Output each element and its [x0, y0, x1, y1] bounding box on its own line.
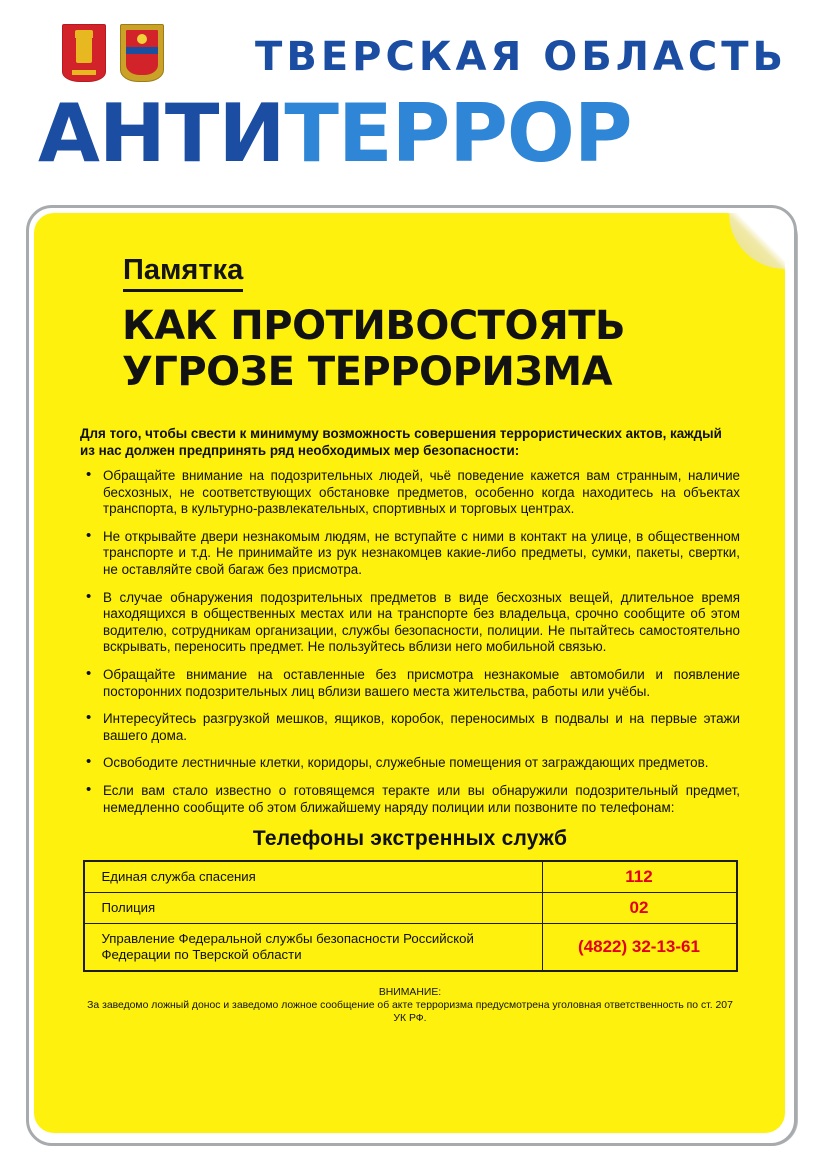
page-fold-corner [729, 213, 785, 269]
brand-title-part-terror: ТЕРРОР [284, 87, 632, 180]
emblem-band [126, 47, 158, 54]
list-item: • Не открывайте двери незнакомым людям, не вступайте с ними в контакт на улице, в общественном транспорте и т.д. Не принимайте из рук незнакомцев какие-либо предметы, сумки, пакеты, свертки, не оставляйте свой багаж без присмотра. [80, 529, 740, 579]
table-row [84, 861, 737, 893]
service-name: Полиция [84, 893, 543, 924]
legal-warning-title: ВНИМАНИЕ: [378, 987, 442, 999]
list-item: • В случае обнаружения подозрительных предметов в виде бесхозных вещей, длительное время находящихся в общественных местах или на транспорте без владельца, срочно сообщите об этом водителю, сотрудникам организации, службы безопасности, полиции. Не пытайтесь самостоятельно вскрывать, переносить предмет. Не пользуйтесь вблизи него мобильной связью. [80, 590, 740, 656]
list-item: • Обращайте внимание на подозрительных людей, чьё поведение кажется вам странным, наличие бесхозных, не соответствующих обстановке предметов, особенно когда находитесь на объектах транспорта, в культурно-развлекательных, спортивных и торговых центрах. [80, 468, 740, 518]
emergency-phones-table [83, 860, 738, 972]
lead-paragraph: Для того, чтобы свести к минимуму возможность совершения террористических актов, каждый из нас должен предпринять ряд необходимых мер безопасности: [80, 426, 722, 458]
service-name: Единая служба спасения [84, 861, 543, 893]
legal-warning-text: За заведомо ложный донос и заведомо ложное сообщение об акте терроризма предусмотрена уголовная ответственность по ст. 207 УК РФ. [87, 1000, 733, 1025]
list-item: • Интересуйтесь разгрузкой мешков, ящиков, коробок, переносимых в подвалы и на первые этажи вашего дома. [80, 711, 740, 744]
memo-content [80, 425, 740, 1025]
service-number: 112 [542, 861, 737, 893]
service-number: (4822) 32-13-61 [542, 924, 737, 972]
page-title-line-2: УГРОЗЕ ТЕРРОРИЗМА [122, 349, 613, 395]
list-item: • Обращайте внимание на оставленные без присмотра незнакомые автомобили и появление посторонних подозрительных лиц вблизи вашего места жительства, работы или учёбы. [80, 667, 740, 700]
service-number: 02 [542, 893, 737, 924]
memo-label: Памятка [123, 254, 243, 292]
poster-header [0, 0, 827, 200]
emblem-star [137, 34, 147, 44]
brand-title [38, 88, 798, 180]
table-row [84, 924, 737, 972]
page-title [122, 303, 762, 395]
list-item: • Если вам стало известно о готовящемся теракте или вы обнаружили подозрительный предмет, немедленно сообщите об этом ближайшему наряду полиции или позвоните по телефонам: [80, 783, 740, 816]
region-title: ТВЕРСКАЯ ОБЛАСТЬ [255, 34, 787, 80]
page-title-line-1: КАК ПРОТИВОСТОЯТЬ [122, 303, 626, 349]
throne-shape [76, 37, 92, 63]
memo-card [34, 213, 785, 1133]
recommendations-list [80, 468, 740, 816]
list-item: • Освободите лестничные клетки, коридоры, служебные помещения от заграждающих предметов. [80, 755, 740, 772]
base-shape [72, 70, 96, 75]
emblems-group [62, 24, 164, 82]
region-emblem-icon [120, 24, 164, 82]
service-name: Управление Федеральной службы безопасности Российской Федерации по Тверской области [84, 924, 543, 972]
table-row [84, 893, 737, 924]
tver-coat-of-arms-icon [62, 24, 106, 82]
brand-title-part-anti: АНТИ [38, 87, 285, 180]
emergency-phones-title: Телефоны экстренных служб [252, 827, 568, 851]
legal-warning [80, 986, 740, 1025]
